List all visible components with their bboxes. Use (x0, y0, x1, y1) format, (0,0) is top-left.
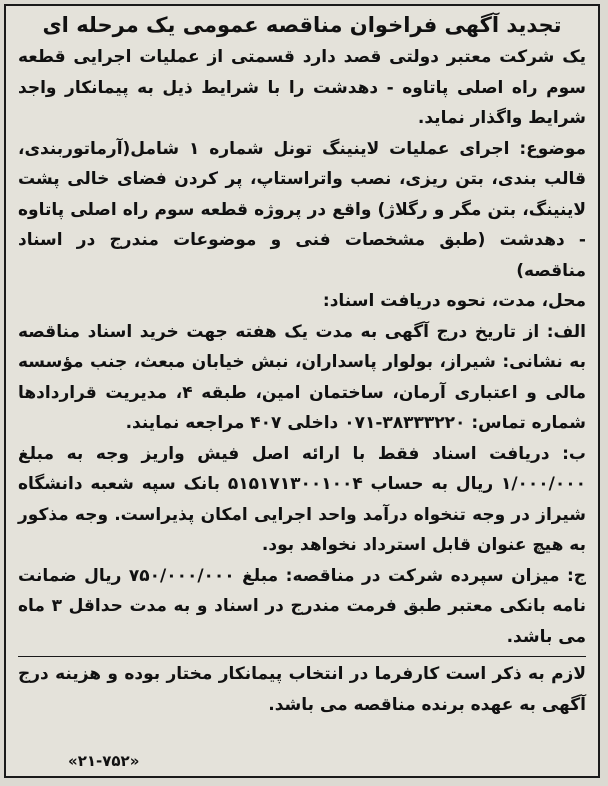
item-a-paragraph: الف: از تاریخ درج آگهی به مدت یک هفته جهت خرید اسناد مناقصه به نشانی: شیراز، بولوار پاسداران، نبش خیابان مبعث، جنب مؤسسه مالی و اعتباری آرمان، ساختمان امین، طبقه ۴، مدیریت قراردادها شماره تماس: ۳۸۳۳۳۲۲۰-۰۷۱ داخلی ۴۰۷ مراجعه نمایند. (18, 321, 586, 433)
notice-body (18, 42, 586, 720)
place-heading: محل، مدت، نحوه دریافت اسناد: (322, 291, 586, 311)
footer-note: لازم به ذکر است کارفرما در انتخاب پیمانکار مختار بوده و هزینه درج آگهی به عهده برنده مناقصه می باشد. (18, 664, 586, 715)
ad-code: «۲۱-۷۵۲» (68, 752, 140, 770)
intro-paragraph: یک شرکت معتبر دولتی قصد دارد قسمتی از عملیات اجرایی قطعه سوم راه اصلی پاتاوه - دهدشت را با شرایط ذیل به پیمانکار واجد شرایط واگذار نماید. (18, 47, 586, 128)
notice-title: تجدید آگهی فراخوان مناقصه عمومی یک مرحله ای (42, 13, 562, 37)
tender-notice (4, 4, 600, 778)
item-b-paragraph: ب: دریافت اسناد فقط با ارائه اصل فیش واریز وجه به مبلغ ۱/۰۰۰/۰۰۰ ریال به حساب ۵۱۵۱۷۱۳۰۰۱۰۰۴ بانک سپه شعبه دانشگاه شیراز در وجه تنخواه درآمد واحد اجرایی امکان پذیراست. وجه مذکور به هیچ عنوان قابل استرداد نخواهد بود. (18, 443, 586, 555)
subject-paragraph: موضوع: اجرای عملیات لاینینگ تونل شماره ۱ شامل(آرماتوربندی، قالب بندی، بتن ریزی، نصب واتراستاپ، پر کردن فضای خالی پشت لاینینگ، بتن مگر و رگلاژ) واقع در پروژه قطعه سوم راه اصلی پاتاوه - دهدشت (طبق مشخصات فنی و موضوعات مندرج در اسناد مناقصه) (18, 138, 586, 281)
section-divider (18, 656, 586, 657)
item-c-paragraph: ج: میزان سپرده شرکت در مناقصه: مبلغ ۷۵۰/۰۰۰/۰۰۰ ریال ضمانت نامه بانکی معتبر طبق فرمت مندرج در اسناد و به مدت حداقل ۳ ماه می باشد. (18, 565, 586, 647)
